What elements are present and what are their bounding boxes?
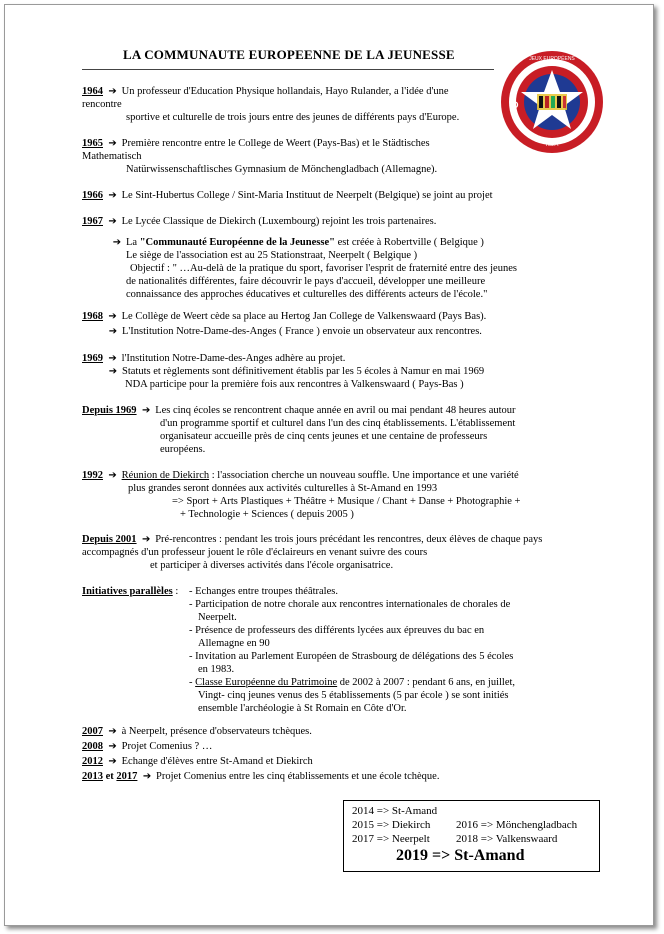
schedule-row: 2015 => Diekirch	[352, 819, 431, 831]
entry-line: d'un programme sportif et culturel dans l'un des cinq établissements. L'établissement	[160, 418, 516, 429]
logo-letter-bottom: NDA	[545, 142, 559, 148]
initiative-item: en 1983.	[198, 664, 235, 675]
arrow-icon: ➔	[108, 216, 117, 227]
year-label: 1967	[82, 216, 103, 227]
entry-1969: 1969 ➔ l'Institution Notre-Dame-des-Anges adhère au projet.	[82, 353, 346, 364]
year-label: 2017	[116, 771, 138, 782]
entry-line: Un professeur d'Education Physique hollandais, Hayo Rulander, a l'idée d'une	[121, 86, 449, 97]
arrow-icon: ➔	[112, 237, 122, 248]
entry-line: européens.	[160, 444, 206, 455]
year-label: 2013	[82, 771, 103, 782]
entry-line: Première rencontre entre le College de Weert (Pays-Bas) et le Städtisches	[121, 138, 430, 149]
initiative-item: ensemble l'archéologie à St Romain en Côte d'Or.	[198, 703, 407, 714]
period-label: Depuis 1969	[82, 405, 137, 416]
entry-line: organisateur accueille près de cinq cents jeunes et une centaine de professeurs	[160, 431, 488, 442]
hosting-schedule-box	[343, 800, 600, 872]
entry-2013-2017: 2013 et 2017 ➔ Projet Comenius entre les cinq établissements et une école tchèque.	[82, 771, 440, 782]
activities-list: + Technologie + Sciences ( depuis 2005 )	[180, 509, 354, 520]
entry-1968-line2: ➔ L'Institution Notre-Dame-des-Anges ( France ) envoie un observateur aux rencontres.	[106, 325, 482, 338]
logo-letter-right: W	[588, 103, 595, 110]
diekirch-meeting-link: Réunion de Diekirch	[121, 470, 210, 481]
entry-line: sportive et culturelle de trois jours entre des jeunes de différents pays d'Europe.	[126, 112, 460, 123]
arrow-icon: ➔	[108, 190, 117, 201]
arrow-icon: ➔	[108, 138, 117, 149]
entry-1964	[82, 85, 449, 98]
association-name: "Communauté Européenne de la Jeunesse"	[139, 237, 335, 248]
arrow-icon: ➔	[108, 366, 118, 377]
entry-line: Natürwissenschaftlisches Gymnasium de Mönchengladbach (Allemagne).	[126, 164, 438, 175]
year-label: 1965	[82, 138, 103, 149]
logo-ring-text: JEUX EUROPÉENS	[529, 56, 575, 62]
founding-seat: Le siège de l'association est au 25 Stationstraat, Neerpelt ( Belgique )	[126, 250, 418, 261]
entry-line: Le Sint-Hubertus College / Sint-Maria Instituut de Neerpelt (Belgique) se joint au projet	[121, 190, 493, 201]
arrow-icon: ➔	[108, 756, 117, 767]
founding-line: ➔ La "Communauté Européenne de la Jeunesse" est créée à Robertville ( Belgique )	[110, 236, 484, 249]
patrimoine-link: Classe Européenne du Patrimoine	[195, 677, 338, 688]
activities-list: => Sport + Arts Plastiques + Théâtre + Musique / Chant + Danse + Photographie +	[172, 496, 521, 507]
period-label: Depuis 2001	[82, 534, 137, 545]
entry-1969-line2: ➔ Statuts et règlements sont définitivement établis par les 5 écoles à Namur en mai 1969	[106, 365, 484, 378]
entry-1966	[82, 189, 493, 202]
entry-2007: 2007 ➔ à Neerpelt, présence d'observateurs tchèques.	[82, 726, 312, 737]
entry-1968: 1968 ➔ Le Collège de Weert cède sa place au Hertog Jan College de Valkenswaard (Pays Bas).	[82, 311, 487, 322]
entry-line: rencontre	[82, 99, 122, 110]
arrow-icon: ➔	[141, 534, 151, 545]
association-logo	[500, 50, 604, 154]
arrow-icon: ➔	[108, 311, 117, 322]
initiative-item: - Echanges entre troupes théâtrales.	[189, 586, 338, 597]
founding-objective-line: connaissance des approches éducatives et culturelles des différents acteurs de l'école."	[126, 289, 488, 300]
entry-line: Le Lycée Classique de Diekirch (Luxembourg) rejoint les trois partenaires.	[121, 216, 437, 227]
arrow-icon: ➔	[141, 405, 151, 416]
entry-line: accompagnés d'un professeur jouent le rôle d'éclaireurs en venant suivre des cours	[82, 547, 428, 558]
entry-1969-line3: NDA participe pour la première fois aux rencontres à Valkenswaard ( Pays-Bas )	[125, 379, 464, 390]
schedule-row: 2017 => Neerpelt	[352, 833, 430, 845]
year-label: 1969	[82, 353, 103, 364]
initiative-item: - Présence de professeurs des différents lycées aux épreuves du bac en	[189, 625, 485, 636]
year-label: 2008	[82, 741, 103, 752]
year-label: 1992	[82, 470, 103, 481]
founding-objective: Objectif : " …Au-delà de la pratique du sport, favoriser l'esprit de fraternité entre des jeunes	[130, 263, 517, 274]
initiative-item: - Participation de notre chorale aux rencontres internationales de chorales de	[189, 599, 511, 610]
schedule-row: 2018 => Valkenswaard	[456, 833, 558, 845]
initiative-item: Allemagne en 90	[198, 638, 270, 649]
document-title: LA COMMUNAUTE EUROPEENNE DE LA JEUNESSE	[123, 47, 455, 62]
entry-2008: 2008 ➔ Projet Comenius ? …	[82, 741, 213, 752]
entry-1992: 1992 ➔ Réunion de Diekirch : l'association cherche un nouveau souffle. Une importance et une variété	[82, 470, 519, 481]
initiative-item: - Invitation au Parlement Européen de Strasbourg de délégations des 5 écoles	[189, 651, 514, 662]
arrow-icon: ➔	[108, 326, 118, 337]
entry-depuis-2001: Depuis 2001 ➔ Pré-rencontres : pendant les trois jours précédant les rencontres, deux élèves de chaque pays	[82, 534, 543, 545]
initiatives-heading: Initiatives parallèles :	[82, 586, 179, 597]
arrow-icon: ➔	[108, 86, 117, 97]
title-divider	[82, 69, 494, 70]
arrow-icon: ➔	[142, 771, 152, 782]
schedule-row: 2014 => St-Amand	[352, 805, 438, 817]
arrow-icon: ➔	[108, 353, 117, 364]
entry-line: Mathematisch	[82, 151, 142, 162]
year-label: 2007	[82, 726, 103, 737]
initiative-item-patrimoine: - Classe Européenne du Patrimoine de 2002 à 2007 : pendant 6 ans, en juillet,	[189, 677, 516, 688]
initiative-item: Neerpelt.	[198, 612, 237, 623]
year-label: 1968	[82, 311, 103, 322]
initiative-item: Vingt- cinq jeunes venus des 5 établissements (5 par école ) se sont initiés	[198, 690, 509, 701]
entry-2012: 2012 ➔ Echange d'élèves entre St-Amand et Diekirch	[82, 756, 313, 767]
founding-objective-line: de nationalités différentes, faire découvrir le pays d'accueil, développer une meilleure	[126, 276, 486, 287]
logo-letter-left: D	[512, 100, 519, 110]
entry-1965	[82, 137, 430, 150]
arrow-icon: ➔	[108, 741, 117, 752]
arrow-icon: ➔	[108, 726, 117, 737]
year-label: 2012	[82, 756, 103, 767]
entry-line: et participer à diverses activités dans l'école organisatrice.	[150, 560, 394, 571]
arrow-icon: ➔	[108, 470, 117, 481]
year-label: 1966	[82, 190, 103, 201]
year-label: 1964	[82, 86, 103, 97]
schedule-row: 2016 => Mönchengladbach	[456, 819, 578, 831]
entry-line: plus grandes seront données aux activités culturelles à St-Amand en 1993	[128, 483, 438, 494]
initiatives-label: Initiatives parallèles	[82, 586, 173, 597]
entry-depuis-1969: Depuis 1969 ➔ Les cinq écoles se rencontrent chaque année en avril ou mai pendant 48 heures autour	[82, 405, 516, 416]
schedule-highlight: 2019 => St-Amand	[396, 847, 525, 864]
entry-1967	[82, 215, 436, 228]
